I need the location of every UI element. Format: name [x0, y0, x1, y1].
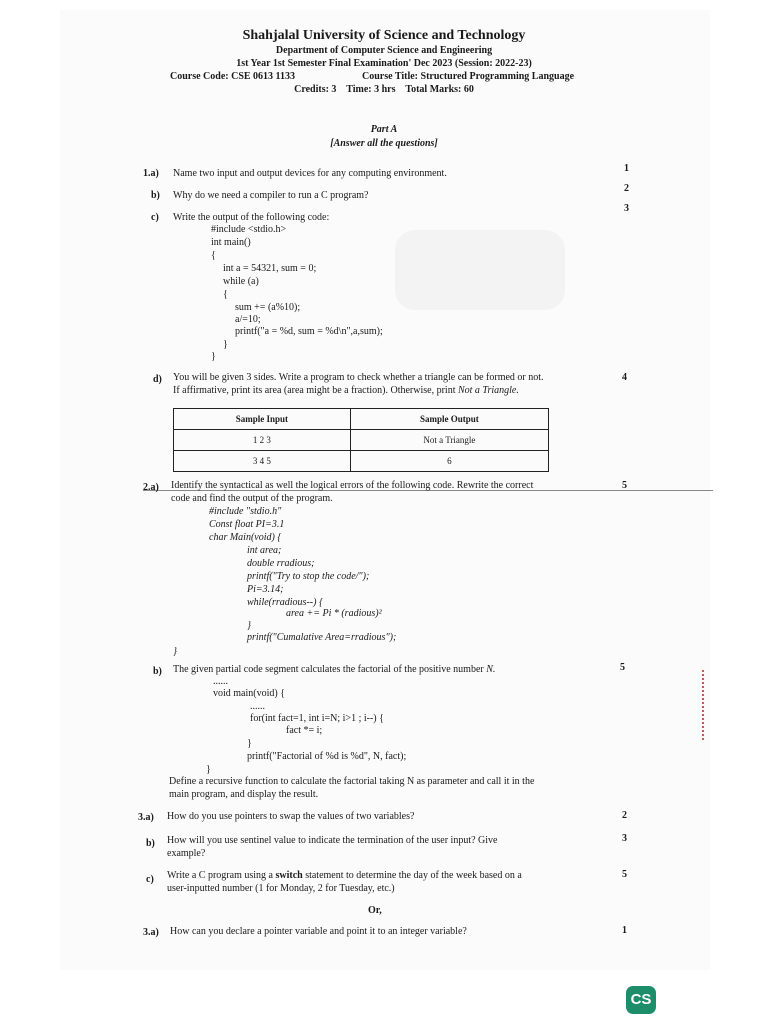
code-line: area += Pi * (radious)²	[286, 608, 382, 619]
camscanner-logo: CS	[626, 986, 656, 1014]
code-line: ......	[250, 701, 265, 712]
code-line: fact *= i;	[286, 725, 323, 736]
q1a-number: 1.a)	[143, 168, 159, 179]
q1c-text: Write the output of the following code:	[173, 212, 330, 223]
table-cell: Not a Triangle	[350, 430, 548, 451]
code-line: #include "stdio.h"	[209, 506, 282, 517]
scan-smudge	[395, 230, 565, 310]
q2b-number: b)	[153, 666, 162, 677]
code-line: printf("Cumalative Area=rradious");	[247, 632, 397, 643]
table-header: Sample Output	[350, 409, 548, 430]
table-cell: 3 4 5	[174, 451, 351, 472]
q3alt-marks: 1	[622, 925, 627, 936]
code-line: {	[211, 250, 216, 261]
table-row	[174, 430, 549, 451]
q1b-number: b)	[151, 190, 160, 201]
q2a-line2: code and find the output of the program.	[171, 493, 333, 504]
part-instruction: [Answer all the questions]	[330, 138, 438, 149]
q1d-line2: If affirmative, print its area (area might be a fraction). Otherwise, print Not a Triangle.	[173, 385, 519, 396]
q3c-line1: Write a C program using a switch statement to determine the day of the week based on a	[167, 870, 522, 881]
q3alt-number: 3.a)	[143, 927, 159, 938]
code-line: }	[211, 351, 216, 362]
code-line: #include <stdio.h>	[211, 224, 287, 235]
q3a-marks: 2	[622, 810, 627, 821]
sample-io-table	[173, 408, 549, 472]
q1c-number: c)	[151, 212, 159, 223]
code-line: printf("a = %d, sum = %d\n",a,sum);	[235, 326, 383, 337]
code-line: while (a)	[223, 276, 259, 287]
q2a-line1: Identify the syntactical as well the logical errors of the following code. Rewrite the correct	[171, 480, 534, 491]
code-line: ......	[213, 676, 228, 687]
q1b-marks: 2	[624, 183, 629, 194]
q3a-text: How do you use pointers to swap the values of two variables?	[167, 811, 415, 822]
code-line: printf("Try to stop the code/");	[247, 571, 370, 582]
code-line: for(int fact=1, int i=N; i>1 ; i--) {	[250, 713, 384, 724]
university-name: Shahjalal University of Science and Technology	[242, 28, 526, 43]
table-cell: 1 2 3	[174, 430, 351, 451]
table-row	[174, 451, 549, 472]
course-code: Course Code: CSE 0613 1133	[170, 71, 296, 82]
q2b-text: The given partial code segment calculates the factorial of the positive number N.	[173, 664, 496, 675]
q1b-text: Why do we need a compiler to run a C program?	[173, 190, 369, 201]
q1d-marks: 4	[622, 372, 627, 383]
code-line: int a = 54321, sum = 0;	[223, 263, 317, 274]
q2a-marks: 5	[622, 480, 627, 491]
code-line: Pi=3.14;	[247, 584, 284, 595]
course-title: Course Title: Structured Programming Language	[362, 71, 575, 82]
q1a-marks: 1	[624, 163, 629, 174]
q1d-line1: You will be given 3 sides. Write a program to check whether a triangle can be formed or not.	[173, 372, 544, 383]
code-line: int main()	[211, 237, 251, 248]
code-line: int area;	[247, 545, 282, 556]
code-line: a/=10;	[235, 314, 261, 325]
code-line: while(rradious--) {	[247, 597, 323, 608]
code-line: Const float PI=3.1	[209, 519, 285, 530]
q3b-line1: How will you use sentinel value to indicate the termination of the user input? Give	[167, 835, 498, 846]
q3c-marks: 5	[622, 869, 627, 880]
code-line: }	[247, 620, 251, 631]
q2b-marks: 5	[620, 662, 625, 673]
q3b-number: b)	[146, 838, 155, 849]
part-title: Part A	[370, 124, 398, 135]
code-line: printf("Factorial of %d is %d", N, fact);	[247, 751, 407, 762]
q2b-line2: main program, and display the result.	[169, 789, 319, 800]
q3c-line2: user-inputted number (1 for Monday, 2 for Tuesday, etc.)	[167, 883, 395, 894]
q1c-marks: 3	[624, 203, 629, 214]
code-line: {	[223, 289, 228, 300]
margin-marks	[702, 670, 707, 740]
q3alt-text: How can you declare a pointer variable and point it to an integer variable?	[170, 926, 467, 937]
code-line: }	[223, 339, 228, 350]
code-line: char Main(void) {	[209, 532, 282, 543]
credits-line: Credits: 3 Time: 3 hrs Total Marks: 60	[294, 84, 474, 95]
code-line: double rradious;	[247, 558, 315, 569]
table-header: Sample Input	[174, 409, 351, 430]
code-line: }	[173, 646, 177, 657]
code-line: }	[206, 764, 211, 775]
department-name: Department of Computer Science and Engineering	[275, 45, 493, 56]
or-separator: Or,	[368, 905, 382, 916]
q3a-number: 3.a)	[138, 812, 154, 823]
q1a-text: Name two input and output devices for any computing environment.	[173, 168, 447, 179]
q2b-line1: Define a recursive function to calculate the factorial taking N as parameter and call it in the	[169, 776, 535, 787]
q3b-marks: 3	[622, 833, 627, 844]
q3c-number: c)	[146, 874, 154, 885]
code-line: void main(void) {	[213, 688, 286, 699]
q1d-number: d)	[153, 374, 162, 385]
q2a-number: 2.a)	[143, 482, 159, 493]
code-line: sum += (a%10);	[235, 302, 301, 313]
q3b-line2: example?	[167, 848, 206, 859]
code-line: }	[247, 738, 252, 749]
table-cell: 6	[350, 451, 548, 472]
exam-title: 1st Year 1st Semester Final Examination' Dec 2023 (Session: 2022-23)	[236, 58, 532, 69]
